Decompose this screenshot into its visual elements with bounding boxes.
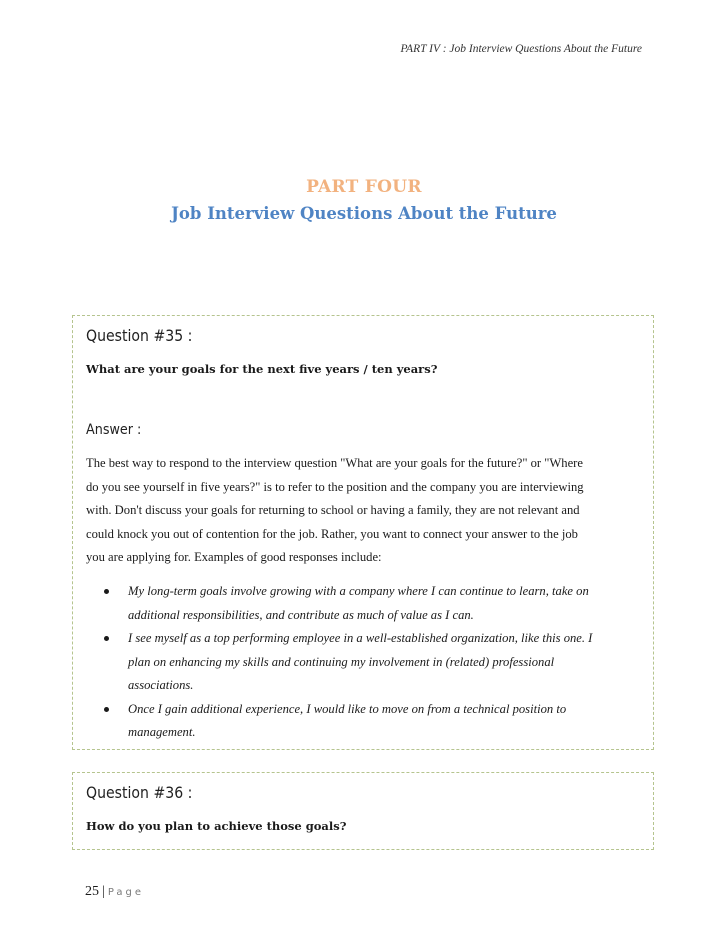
page-number: 25 [85, 884, 99, 899]
examples-list [86, 580, 642, 745]
question-text: How do you plan to achieve those goals? [86, 819, 347, 833]
bullet-icon [104, 707, 109, 712]
example-line: associations. [128, 678, 194, 692]
question-heading: Question #36 : [86, 783, 193, 802]
bullet-icon [104, 589, 109, 594]
example-line: Once I gain additional experience, I would like to move on from a technical position to [128, 701, 567, 716]
answer-heading: Answer : [86, 422, 142, 438]
example-item [86, 627, 642, 698]
example-line: additional responsibilities, and contribute as much of value as I can. [128, 607, 474, 622]
answer-line: you are applying for. Examples of good responses include: [86, 550, 382, 564]
example-line: I see myself as a top performing employee in a well-established organization, like this one. I [128, 631, 593, 645]
question-box-36 [72, 772, 654, 850]
example-line: management. [128, 725, 196, 739]
answer-line: could knock you out of contention for the job. Rather, you want to connect your answer to the job [86, 526, 578, 541]
answer-line: The best way to respond to the interview question "What are your goals for the future?" or "Where [86, 456, 583, 470]
running-header: PART IV : Job Interview Questions About the Future [400, 43, 642, 55]
page-word: Page [107, 887, 145, 898]
answer-line: with. Don't discuss your goals for returning to school or having a family, they are not relevant and [86, 503, 580, 517]
answer-line: do you see yourself in five years?" is to refer to the position and the company you are interviewing [86, 479, 584, 494]
question-box-35 [72, 315, 654, 750]
example-item [86, 580, 642, 627]
example-item [86, 698, 642, 745]
answer-paragraph [86, 452, 642, 570]
example-line: plan on enhancing my skills and continuing my involvement in (related) professional [128, 654, 555, 669]
part-label: PART FOUR [306, 177, 422, 197]
question-text: What are your goals for the next five years / ten years? [86, 362, 438, 376]
page-footer [85, 880, 144, 900]
question-heading: Question #35 : [86, 326, 193, 345]
bullet-icon [104, 636, 109, 641]
part-subtitle: Job Interview Questions About the Future [171, 204, 557, 223]
page-separator: | [102, 884, 105, 899]
example-line: My long-term goals involve growing with a company where I can continue to learn, take on [128, 584, 589, 598]
